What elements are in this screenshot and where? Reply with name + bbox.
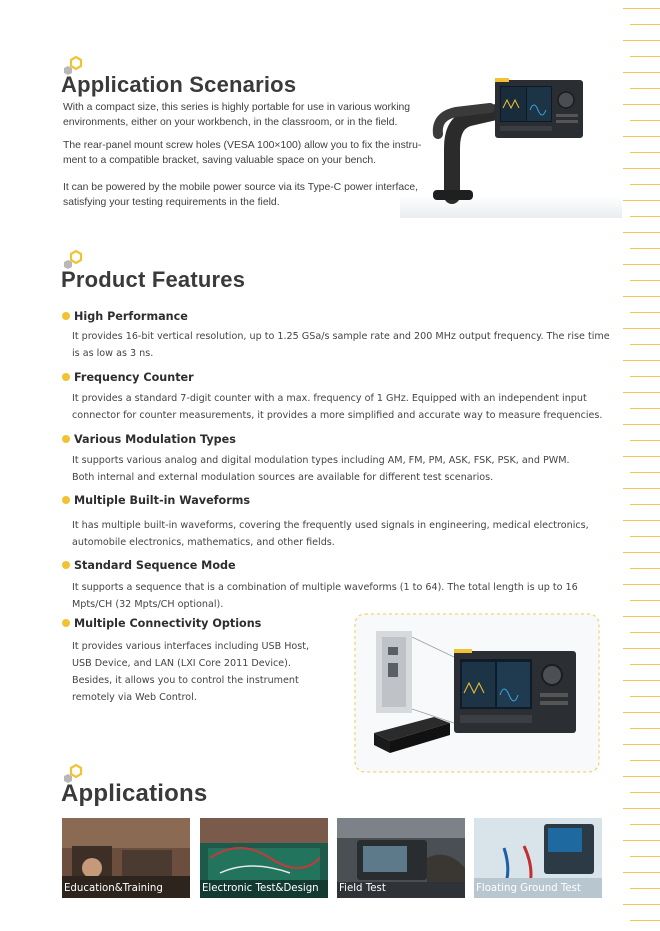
ruler-tick [623, 776, 660, 777]
ruler-tick [623, 72, 660, 73]
application-label: Floating Ground Test [476, 883, 581, 894]
ruler-tick [630, 728, 660, 729]
ruler-tick [630, 792, 660, 793]
application-label: Education&Training [64, 883, 163, 894]
feature-description: It provides various interfaces including USB Host, USB Device, and LAN (LXI Core 2011 Device). Besides, it allows you to control the instrument remotely via Web Control. [72, 641, 310, 703]
ruler-tick [630, 152, 660, 153]
application-label: Electronic Test&Design [202, 883, 319, 894]
scenario-paragraph-3: It can be powered by the mobile power source via its Type-C power interface, satisfying your testing requirements in the field. [63, 182, 419, 208]
instrument-with-power-bank-photo [354, 613, 600, 773]
ruler-tick [623, 264, 660, 265]
ruler-tick [630, 408, 660, 409]
feature-title: Multiple Connectivity Options [74, 616, 262, 630]
feature-title: High Performance [74, 309, 188, 323]
ruler-tick [630, 600, 660, 601]
ruler-tick [623, 200, 660, 201]
bullet-icon [62, 373, 70, 381]
feature-description: It supports a sequence that is a combination of multiple waveforms (1 to 64). The total length is up to 16 Mpts/CH (32 Mpts/CH optional). [72, 582, 578, 610]
application-card-electronic-test [200, 818, 328, 898]
ruler-tick [630, 632, 660, 633]
ruler-tick [630, 280, 660, 281]
ruler-tick [630, 920, 660, 921]
feature-description: It supports various analog and digital modulation types including AM, FM, PM, ASK, FSK, PSK, and PWM. Both internal and external modulation sources are available for different test scenarios. [72, 455, 570, 483]
application-card-field-test [337, 818, 465, 898]
ruler-tick [623, 104, 660, 105]
ruler-tick [623, 8, 660, 9]
ruler-tick [630, 856, 660, 857]
feature-item [62, 614, 362, 706]
ruler-tick [630, 56, 660, 57]
ruler-tick [623, 232, 660, 233]
feature-item [62, 556, 622, 613]
ruler-tick [623, 168, 660, 169]
section-title-applications: Applications [61, 780, 208, 807]
feature-item [62, 368, 622, 424]
ruler-tick [623, 40, 660, 41]
ruler-tick [623, 520, 660, 521]
ruler-tick [630, 696, 660, 697]
application-label: Field Test [339, 883, 386, 894]
ruler-tick [623, 648, 660, 649]
ruler-tick [623, 392, 660, 393]
bullet-icon [62, 619, 70, 627]
ruler-tick [623, 712, 660, 713]
feature-item [62, 430, 622, 486]
ruler-tick [630, 120, 660, 121]
ruler-tick [630, 536, 660, 537]
ruler-tick [623, 328, 660, 329]
instrument-on-arm-photo [400, 78, 622, 218]
ruler-tick [630, 344, 660, 345]
ruler-tick [630, 888, 660, 889]
ruler-tick [623, 872, 660, 873]
feature-title: Frequency Counter [74, 370, 194, 384]
ruler-tick [623, 136, 660, 137]
margin-ruler-decoration [623, 0, 660, 931]
feature-title: Multiple Built-in Waveforms [74, 493, 251, 507]
ruler-tick [630, 664, 660, 665]
ruler-tick [623, 680, 660, 681]
feature-title: Standard Sequence Mode [74, 558, 236, 572]
feature-description: It has multiple built-in waveforms, covering the frequently used signals in engineering, medical electronics, automobile electronics, mathematics, and other fields. [72, 520, 589, 548]
scenario-paragraph-2: The rear-panel mount screw holes (VESA 100×100) allow you to fix the instru- ment to a compatible bracket, saving valuable space on your bench. [63, 140, 422, 166]
feature-item [62, 307, 622, 362]
ruler-tick [623, 584, 660, 585]
bullet-icon [62, 496, 70, 504]
ruler-tick [630, 248, 660, 249]
section-title-application-scenarios: Application Scenarios [61, 72, 297, 97]
feature-description: It provides a standard 7-digit counter with a max. frequency of 1 GHz. Equipped with an independent input connector for counter measurements, it provides a more simplified and accurate way to measure frequencies. [72, 393, 603, 421]
ruler-tick [623, 616, 660, 617]
ruler-tick [630, 824, 660, 825]
feature-title: Various Modulation Types [74, 432, 236, 446]
ruler-tick [623, 424, 660, 425]
scenario-paragraph-1: With a compact size, this series is highly portable for use in various working environments, either on your workbench, in the classroom, or in the field. [63, 102, 411, 128]
ruler-tick [630, 312, 660, 313]
bullet-icon [62, 435, 70, 443]
application-card-education [62, 818, 190, 898]
ruler-tick [630, 184, 660, 185]
ruler-tick [630, 760, 660, 761]
ruler-tick [623, 552, 660, 553]
feature-item [62, 491, 622, 551]
ruler-tick [623, 744, 660, 745]
ruler-tick [630, 472, 660, 473]
ruler-tick [630, 440, 660, 441]
ruler-tick [630, 24, 660, 25]
section-title-product-features: Product Features [61, 267, 246, 292]
ruler-tick [630, 376, 660, 377]
ruler-tick [630, 504, 660, 505]
bullet-icon [62, 561, 70, 569]
ruler-tick [623, 840, 660, 841]
ruler-tick [630, 88, 660, 89]
ruler-tick [623, 904, 660, 905]
ruler-tick [623, 808, 660, 809]
ruler-tick [630, 568, 660, 569]
ruler-tick [630, 216, 660, 217]
ruler-tick [623, 456, 660, 457]
ruler-tick [623, 360, 660, 361]
ruler-tick [623, 296, 660, 297]
application-card-floating-ground [474, 818, 602, 898]
ruler-tick [623, 488, 660, 489]
bullet-icon [62, 312, 70, 320]
feature-description: It provides 16-bit vertical resolution, up to 1.25 GSa/s sample rate and 200 MHz output frequency. The rise time is as low as 3 ns. [72, 331, 610, 359]
